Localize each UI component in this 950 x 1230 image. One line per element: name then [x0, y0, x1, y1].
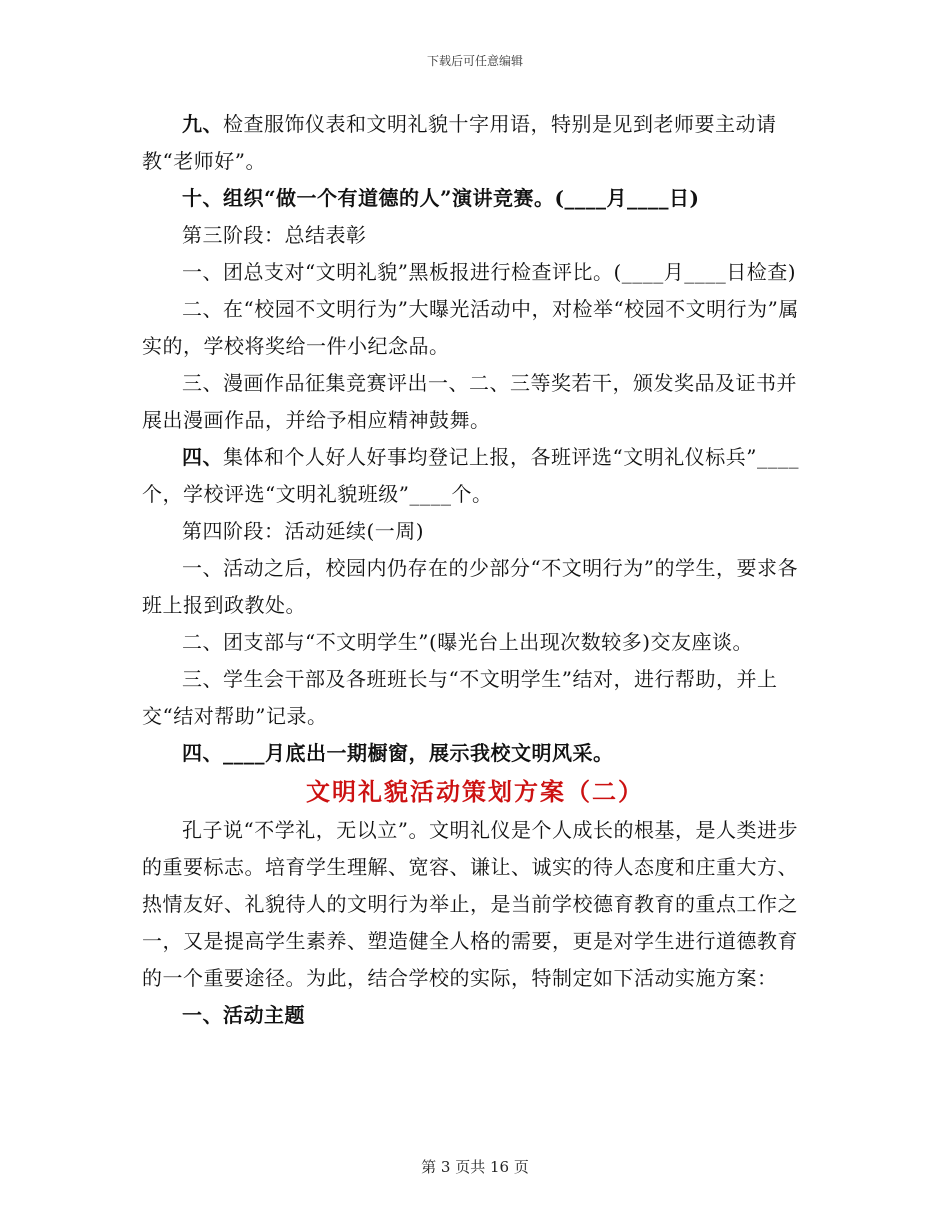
- stage-3-item-2: 二、在“校园不文明行为”大曝光活动中，对检举“校园不文明行为”属实的，学校将奖给一件小纪念品。: [142, 297, 799, 358]
- stage-3-heading: 第三阶段：总结表彰: [182, 223, 367, 247]
- document-body: [142, 106, 808, 1034]
- paragraph-9-text: 检查服饰仪表和文明礼貌十字用语，特别是见到老师要主动请教“老师好”。: [142, 112, 777, 173]
- stage-4-heading: 第四阶段：活动延续(一周): [182, 519, 425, 543]
- subheading-theme: 一、活动主题: [182, 1003, 305, 1027]
- stage-4-item-3: 三、学生会干部及各班班长与“不文明学生”结对，进行帮助，并上交“结对帮助”记录。: [142, 667, 778, 728]
- paragraph-9-number: 九、: [182, 112, 223, 136]
- page-header: 下载后可任意编辑: [426, 54, 523, 68]
- stage-3-item-1: 一、团总支对“文明礼貌”黑板报进行检查评比。(____月____日检查): [182, 260, 797, 284]
- stage-3-item-4-number: 四、: [182, 445, 223, 469]
- paragraph-10: 十、组织“做一个有道德的人”演讲竞赛。(____月____日): [182, 186, 700, 210]
- stage-3-item-4: [142, 439, 808, 513]
- intro-paragraph: 孔子说“不学礼，无以立”。文明礼仪是个人成长的根基，是人类进步的重要标志。培育学生理解、宽容、谦让、诚实的待人态度和庄重大方、热情友好、礼貌待人的文明行为举止，是当前学校德育教育的重点工作之一，又是提高学生素养、塑造健全人格的需要，更是对学生进行道德教育的一个重要途径。为此，结合学校的实际，特制定如下活动实施方案：: [142, 818, 798, 990]
- section-title: 文明礼貌活动策划方案（二）: [306, 777, 644, 806]
- stage-4-item-2: 二、团支部与“不文明学生”(曝光台上出现次数较多)交友座谈。: [182, 630, 754, 654]
- stage-4-item-4: 四、____月底出一期橱窗，展示我校文明风采。: [182, 741, 614, 765]
- stage-4-item-1: 一、活动之后，校园内仍存在的少部分“不文明行为”的学生，要求各班上报到政教处。: [142, 556, 798, 617]
- stage-3-item-3: 三、漫画作品征集竞赛评出一、二、三等奖若干，颁发奖品及证书并展出漫画作品，并给予相应精神鼓舞。: [142, 371, 797, 432]
- page-footer: 第 3 页共 16 页: [421, 1158, 529, 1176]
- stage-3-item-4-text: 集体和个人好人好事均登记上报，各班评选“文明礼仪标兵”____个，学校评选“文明礼貌班级”____个。: [142, 445, 799, 506]
- paragraph-9: [142, 106, 808, 180]
